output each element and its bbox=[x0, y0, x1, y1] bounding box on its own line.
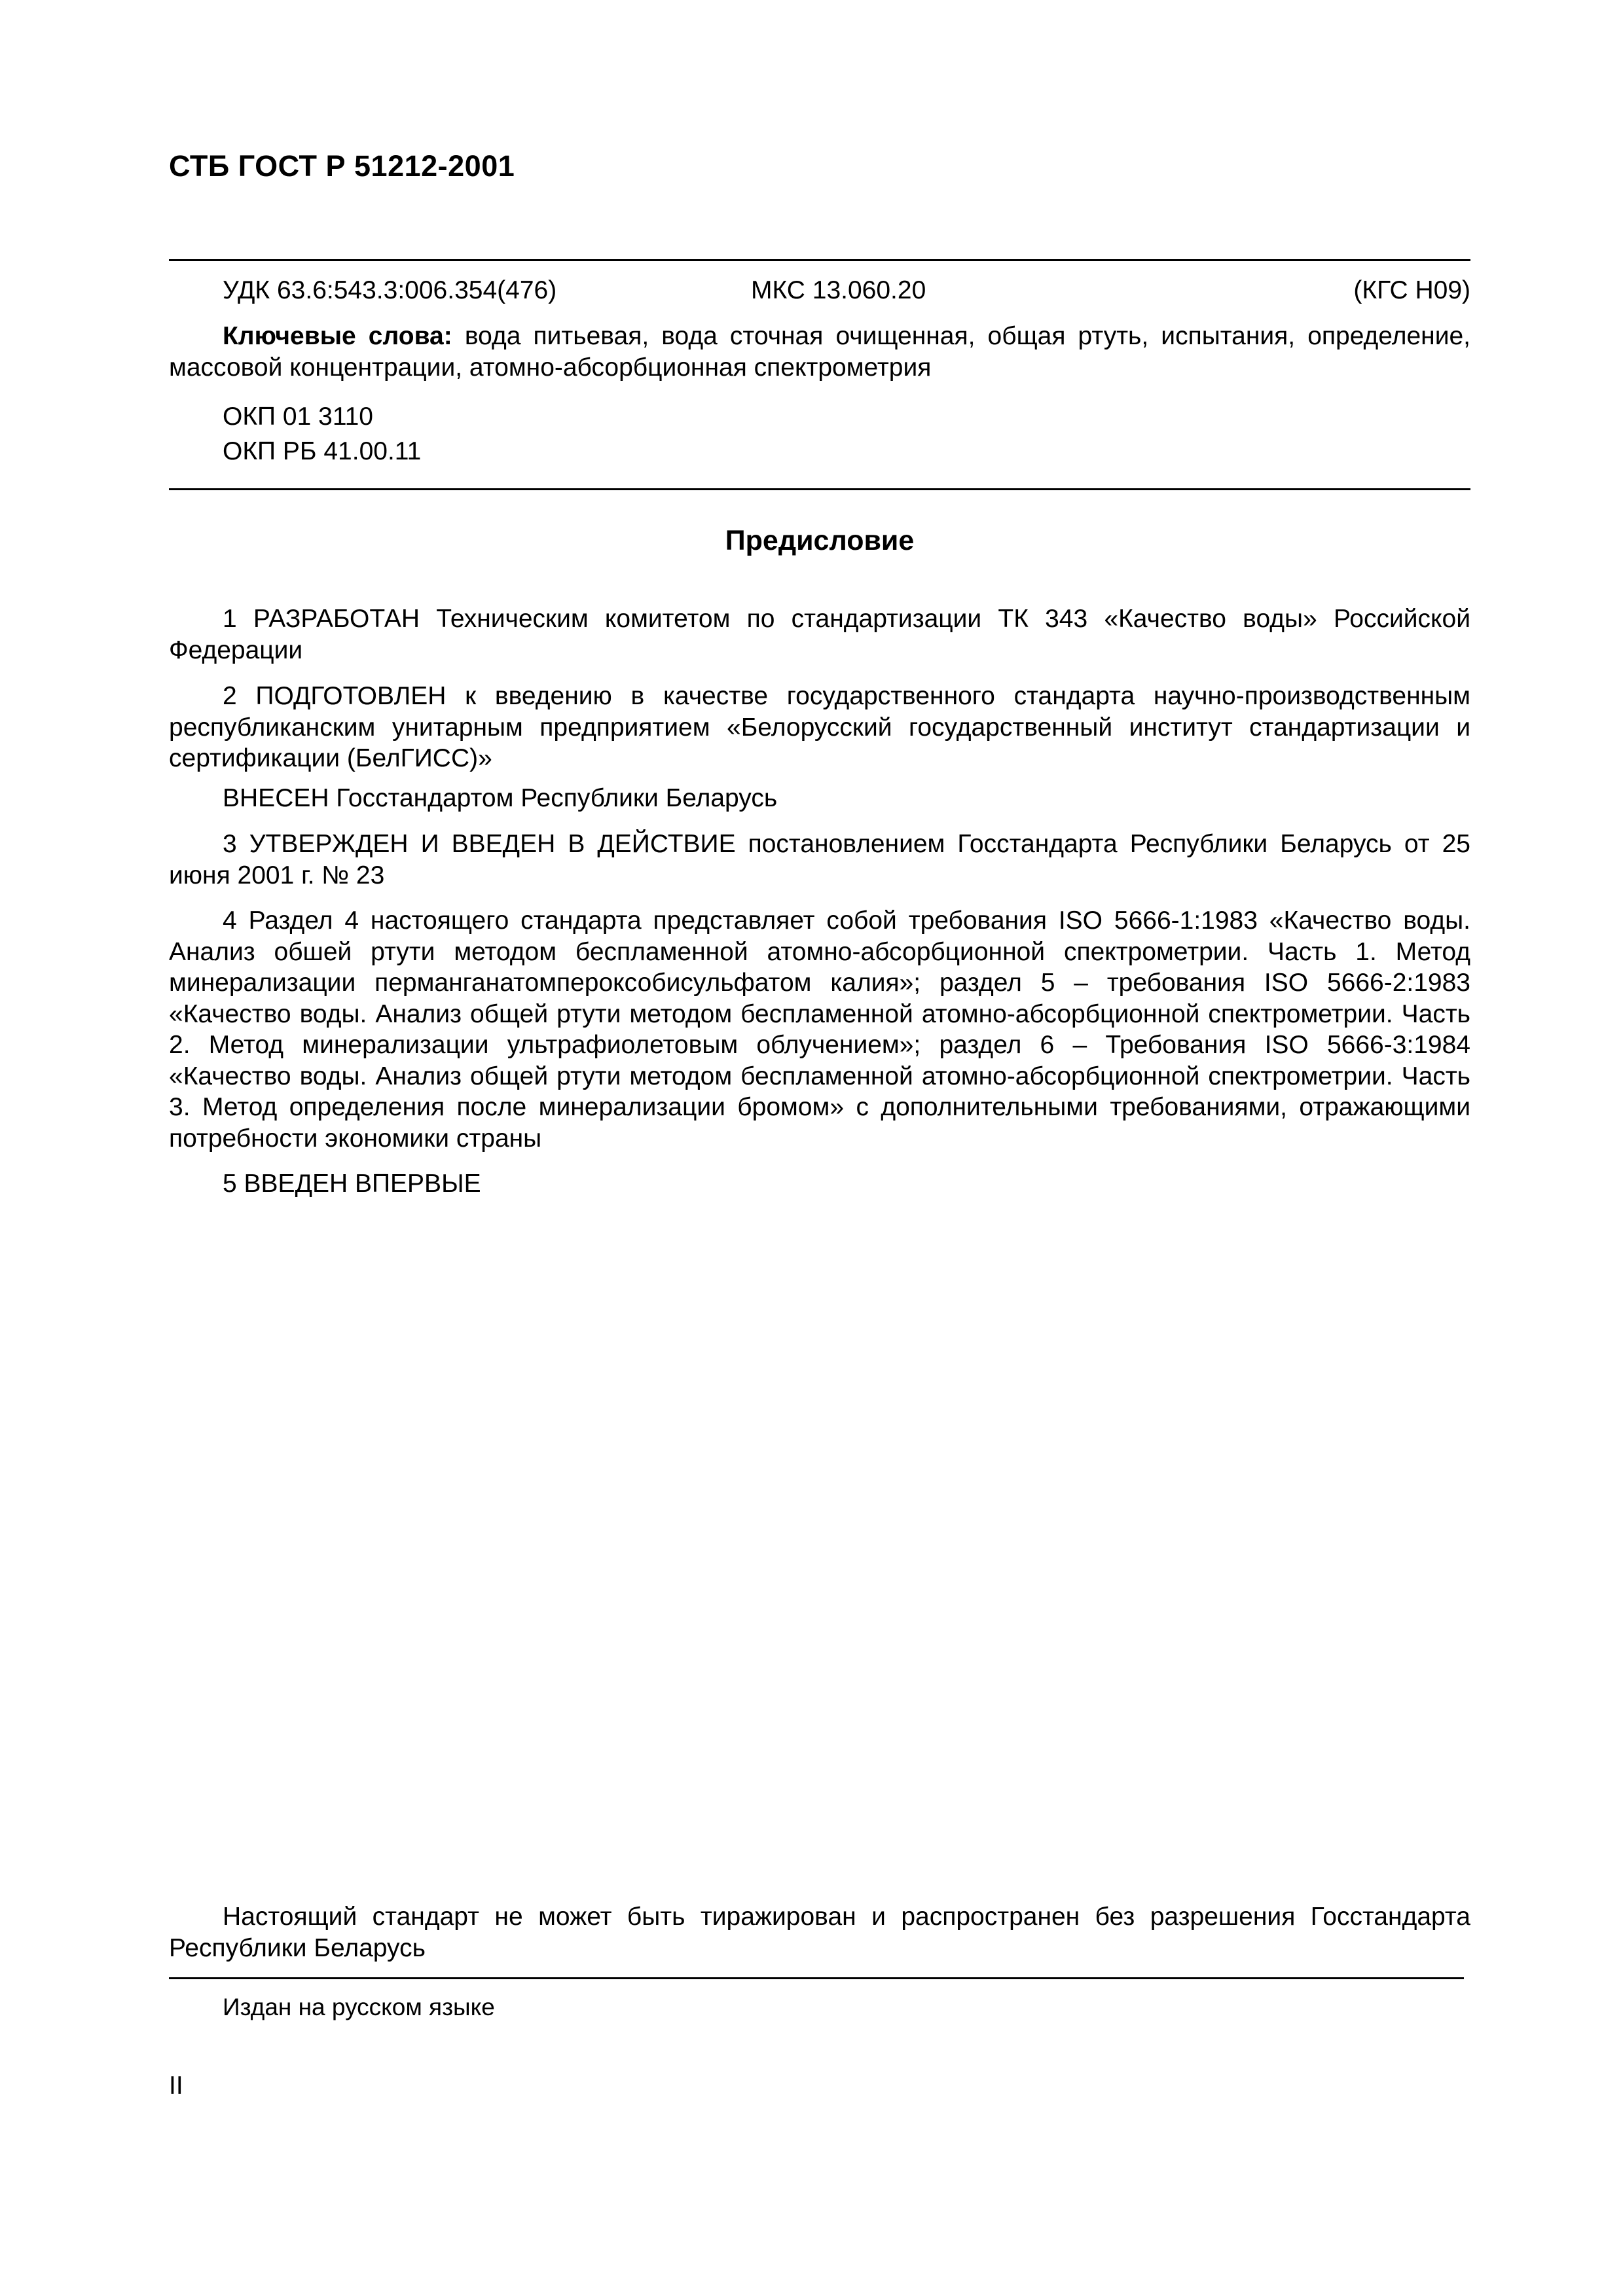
footer-divider bbox=[169, 1977, 1464, 1979]
publication-language-note: Издан на русском языке bbox=[223, 1994, 495, 2020]
okp-code: ОКП 01 3110 bbox=[223, 403, 374, 431]
foreword-item-4 bbox=[169, 905, 1470, 1154]
foreword-item-2-submitted-text: ВНЕСЕН Госстандартом Республики Беларусь bbox=[223, 784, 778, 812]
foreword-item-4-text: 4 Раздел 4 настоящего стандарта представляет собой требования ISO 5666-1:1983 «Качество воды. Анализ обшей ртути методом беспламенной атомно-абсорбционной спектрометрии. Часть 1. Метод минерализации перманганатомпероксобисульфатом калия»; раздел 5 – требования ISO 5666-2:1983 «Качество воды. Анализ общей ртути методом беспламенной атомно-абсорбционной спектрометрии. Часть 2. Метод минерализации ультрафиолетовым облучением»; раздел 6 – Требования ISO 5666-3:1984 «Качество воды. Анализ общей ртути методом беспламенной атомно-абсорбционной спектрометрии. Часть 3. Метод определения после минерализации бромом» с дополнительными требованиями, отражающими потребности экономики страны bbox=[169, 906, 1470, 1153]
mks-code: МКС 13.060.20 bbox=[751, 276, 926, 304]
copyright-notice-text: Настоящий стандарт не может быть тиражирован и распространен без разрешения Госстандарта Республики Беларусь bbox=[169, 1903, 1470, 1962]
foreword-item-1 bbox=[169, 603, 1470, 666]
copyright-notice bbox=[169, 1901, 1470, 1964]
foreword-item-1-text: 1 РАЗРАБОТАН Техническим комитетом по стандартизации ТК 343 «Качество воды» Российской Федерации bbox=[169, 605, 1470, 664]
keywords-label: Ключевые слова: bbox=[223, 322, 452, 350]
keywords-paragraph bbox=[169, 321, 1470, 383]
foreword-item-5 bbox=[169, 1168, 1470, 1200]
keywords-text: вода питьевая, вода сточная очищенная, общая ртуть, испытания, определение, массовой концентрации, атомно-абсорбционная спектрометрия bbox=[169, 322, 1471, 382]
foreword-item-5-text: 5 ВВЕДЕН ВПЕРВЫЕ bbox=[223, 1170, 481, 1198]
document-code-title: СТБ ГОСТ Р 51212-2001 bbox=[169, 149, 515, 183]
okp-rb-code: ОКП РБ 41.00.11 bbox=[223, 437, 422, 465]
foreword-item-3-text: 3 УТВЕРЖДЕН И ВВЕДЕН В ДЕЙСТВИЕ постановлением Госстандарта Республики Беларусь от 25 июня 2001 г. № 23 bbox=[169, 830, 1470, 889]
page-number: II bbox=[169, 2072, 183, 2100]
top-divider bbox=[169, 259, 1470, 261]
foreword-item-2 bbox=[169, 681, 1470, 774]
foreword-item-2-submitted bbox=[169, 783, 1470, 814]
classification-row bbox=[223, 275, 1470, 308]
meta-divider bbox=[169, 488, 1470, 490]
foreword-heading: Предисловие bbox=[725, 525, 915, 556]
kgs-code: (КГС Н09) bbox=[1353, 276, 1470, 304]
foreword-item-2-text: 2 ПОДГОТОВЛЕН к введению в качестве государственного стандарта научно-производственным республиканским унитарным предприятием «Белорусский государственный институт стандартизации и сертификации (БелГИСС)» bbox=[169, 682, 1470, 772]
foreword-item-3 bbox=[169, 829, 1470, 891]
udk-code: УДК 63.6:543.3:006.354(476) bbox=[223, 276, 557, 304]
